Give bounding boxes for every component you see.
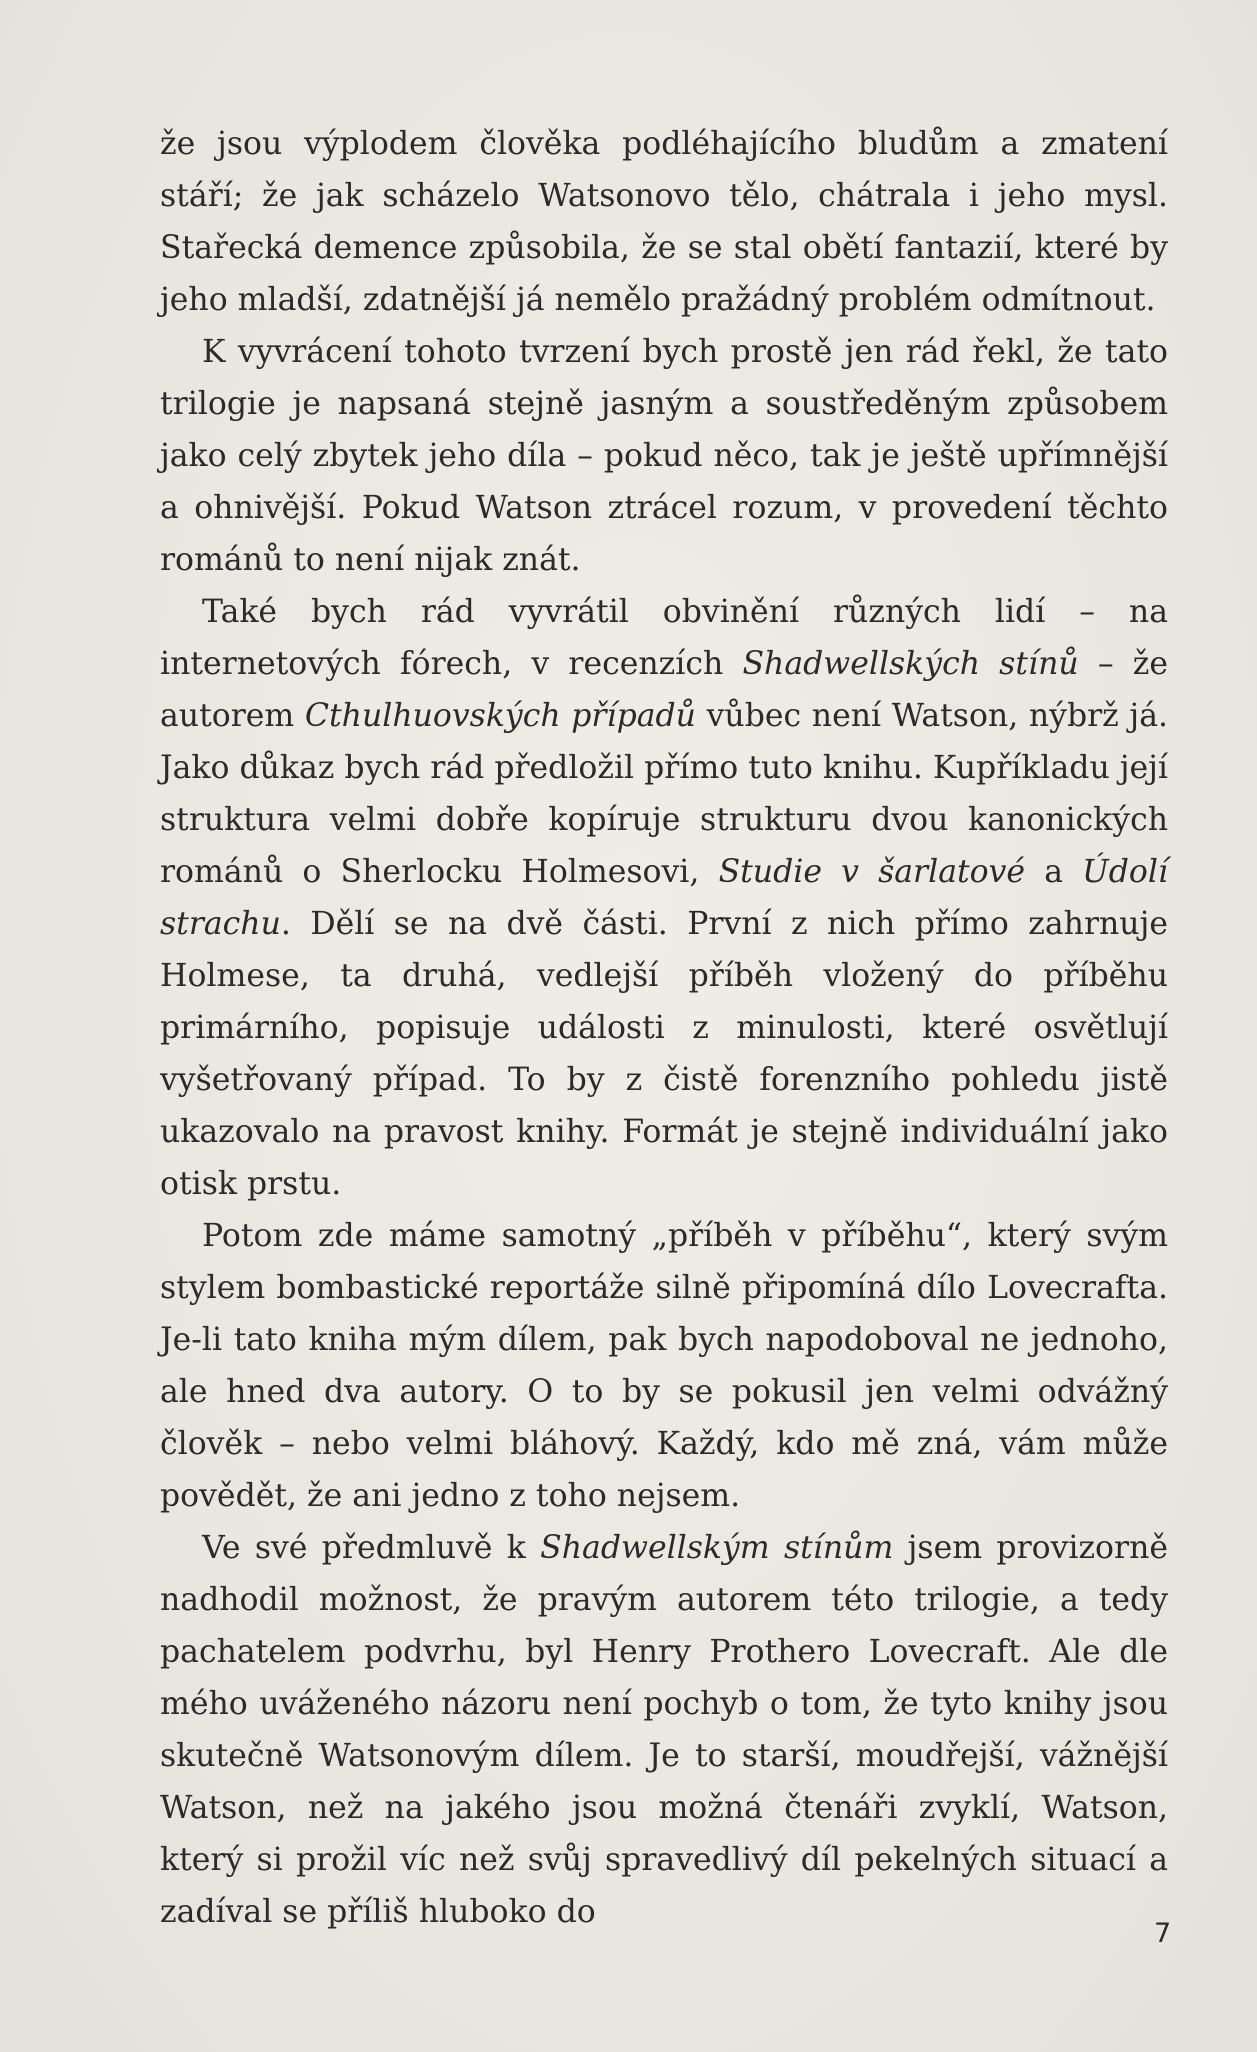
paragraph-4-text: Potom zde máme samotný „příběh v příběhu“, který svým stylem bombastické reportáže silně připomíná dílo Lovecrafta. Je-li tato kniha mým dílem, pak bych napodoboval ne jednoho, ale hned dva autory. O to by se pokusil jen velmi odvážný člověk – nebo velmi bláhový. Každý, kdo mě zná, vám může povědět, že ani jedno z toho nejsem. [160, 1218, 1168, 1514]
title-cthulhuovskych-pripadu: Cthulhuovských případů [304, 698, 696, 734]
page-number: 7 [1154, 1918, 1172, 1949]
paragraph-3-text-4: a [1025, 854, 1083, 890]
paragraph-2-text: K vyvrácení tohoto tvrzení bych prostě jen rád řekl, že tato trilogie je napsaná stejně jasným a soustředěným způsobem jako celý zbytek jeho díla – pokud něco, tak je ještě upřímnější a ohnivější. Pokud Watson ztrácel rozum, v provedení těchto románů to není nijak znát. [160, 334, 1168, 578]
paragraph-5-text-1: Ve své předmluvě k [202, 1530, 541, 1566]
paragraph-2 [160, 326, 1168, 586]
paragraph-1 [160, 118, 1168, 326]
paragraph-4 [160, 1210, 1168, 1522]
paragraph-3-text-5: . Dělí se na dvě části. První z nich přímo zahrnuje Holmese, ta druhá, vedlejší příběh vložený do příběhu primárního, popisuje události z minulosti, které osvětlují vyšetřovaný případ. To by z čistě forenzního pohledu jistě ukazovalo na pravost knihy. Formát je stejně individuální jako otisk prstu. [160, 906, 1168, 1202]
paragraph-3 [160, 586, 1168, 1210]
paragraph-3-text-2: – že autorem [160, 646, 1169, 734]
paragraph-1-text: že jsou výplodem člověka podléhajícího bludům a zmatení stáří; že jak scházelo Watsonovo tělo, chátrala i jeho mysl. Stařecká demence způsobila, že se stal obětí fantazií, které by jeho mladší, zdatnější já nemělo pražádný problém odmítnout. [160, 126, 1168, 318]
paragraph-5-text-2: jsem provizorně nadhodil možnost, že pravým autorem této trilogie, a tedy pachatelem podvrhu, byl Henry Prothero Lovecraft. Ale dle mého uváženého názoru není pochyb o tom, že tyto knihy jsou skutečně Watsonovým dílem. Je to starší, moudřejší, vážnější Watson, než na jakého jsou možná čtenáři zvyklí, Watson, který si prožil víc než svůj spravedlivý díl pekelných situací a zadíval se příliš hluboko do [160, 1530, 1169, 1930]
body-text [160, 118, 1168, 1938]
paragraph-3-text-1: Také bych rád vyvrátil obvinění různých lidí – na internetových fórech, v recenzích [160, 594, 1168, 682]
title-udoli-strachu: Údolí strachu [160, 854, 1168, 942]
paragraph-5 [160, 1522, 1168, 1938]
title-studie-v-sarlatove: Studie v šarlatové [718, 854, 1026, 890]
title-shadwellskych-stinu: Shadwellských stínů [742, 646, 1079, 682]
title-shadwellskym-stinum: Shadwellským stínům [540, 1530, 894, 1566]
paragraph-3-text-3: vůbec není Watson, nýbrž já. Jako důkaz bych rád předložil přímo tuto knihu. Kupříkladu její struktura velmi dobře kopíruje strukturu dvou kanonických románů o Sherlocku Holmesovi, [160, 698, 1168, 890]
